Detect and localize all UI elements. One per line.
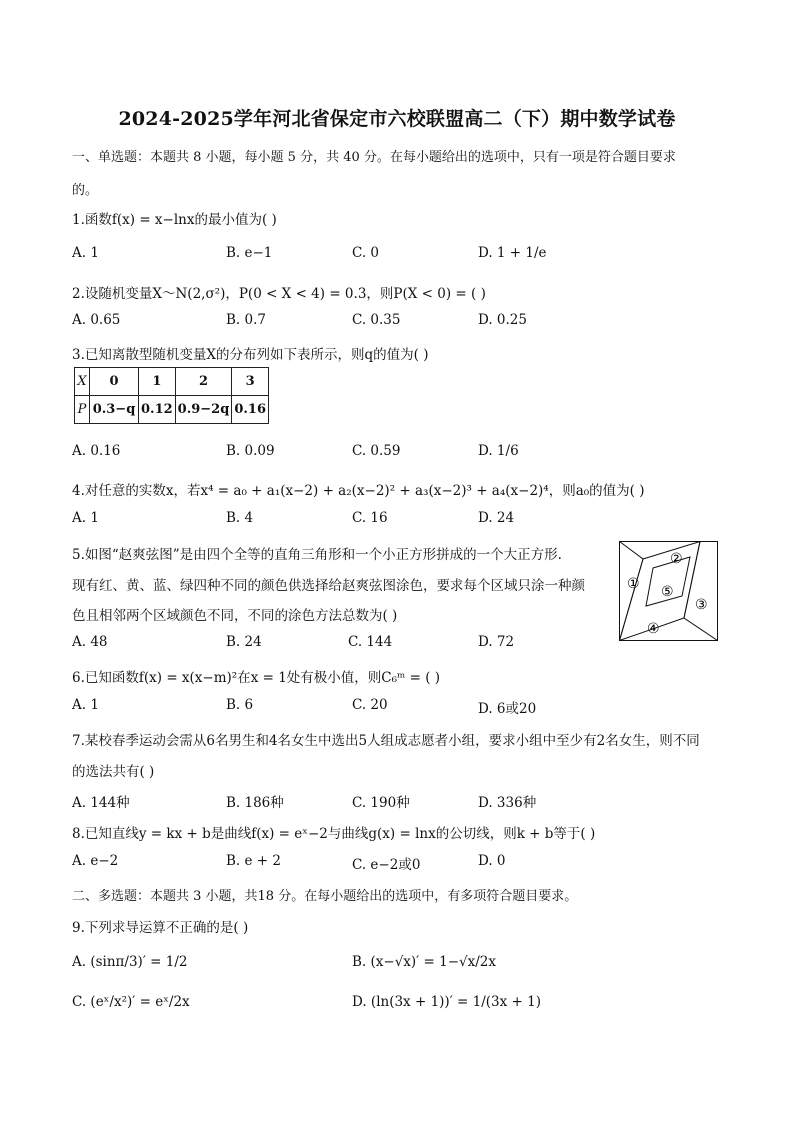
q3-option-c: C. 0.59	[352, 443, 401, 459]
q7-option-b: B. 186种	[226, 795, 284, 811]
table-cell: 0.16	[232, 396, 269, 424]
table-cell: 3	[232, 368, 269, 396]
q5-option-c: C. 144	[348, 634, 393, 650]
question-3-stem: 3.已知离散型随机变量X的分布列如下表所示，则q的值为( )	[72, 347, 429, 363]
table-row	[75, 368, 269, 396]
region-label-3: ③	[695, 597, 708, 613]
question-5-stem-line2: 现有红、黄、蓝、绿四种不同的颜色供选择给赵爽弦图涂色，要求每个区域只涂一种颜	[72, 578, 585, 594]
q1-option-d: D. 1 + 1/e	[478, 245, 547, 261]
q3-option-d: D. 1/6	[478, 443, 519, 459]
q6-option-b: B. 6	[226, 697, 254, 713]
question-7-stem-line2: 的选法共有( )	[72, 764, 155, 780]
table-cell: P	[75, 396, 90, 424]
q7-option-d: D. 336种	[478, 795, 537, 811]
q2-option-d: D. 0.25	[478, 312, 527, 328]
section-header-single-choice-cont: 的。	[72, 183, 99, 198]
q4-option-d: D. 24	[478, 510, 515, 526]
zhao-shuang-diagram	[619, 541, 718, 641]
q8-option-b: B. e + 2	[226, 853, 281, 869]
question-1-stem: 1.函数f(x) = x−lnx的最小值为( )	[72, 212, 277, 228]
region-label-1: ①	[627, 576, 640, 592]
table-cell: 0.12	[139, 396, 176, 424]
question-2-stem: 2.设随机变量X～N(2,σ²)，P(0 < X < 4) = 0.3，则P(X < 0) = ( )	[72, 286, 486, 302]
table-row	[75, 396, 269, 424]
question-5-stem-line1: 5.如图“赵爽弦图”是由四个全等的直角三角形和一个小正方形拼成的一个大正方形.	[72, 547, 562, 563]
q8-option-a: A. e−2	[72, 853, 119, 869]
q2-option-a: A. 0.65	[72, 312, 121, 328]
question-9-stem: 9.下列求导运算不正确的是( )	[72, 920, 249, 936]
table-cell: 0	[90, 368, 139, 396]
q7-option-c: C. 190种	[352, 795, 410, 811]
region-label-2: ②	[670, 551, 683, 567]
q2-option-b: B. 0.7	[226, 312, 266, 328]
q8-option-d: D. 0	[478, 853, 506, 869]
question-5-stem-line3: 色且相邻两个区域颜色不同，不同的涂色方法总数为( )	[72, 608, 398, 624]
question-8-stem: 8.已知直线y = kx + b是曲线f(x) = eˣ−2与曲线g(x) = lnx的公切线，则k + b等于( )	[72, 826, 596, 842]
q9-option-a: A. (sinπ/3)′ = 1/2	[72, 954, 188, 970]
q5-option-d: D. 72	[478, 634, 515, 650]
page-title: 2024-2025学年河北省保定市六校联盟高二（下）期中数学试卷	[118, 108, 676, 130]
table-cell: X	[75, 368, 90, 396]
question-6-stem: 6.已知函数f(x) = x(x−m)²在x = 1处有极小值，则C₆ᵐ = ( )	[72, 670, 441, 686]
q3-option-b: B. 0.09	[226, 443, 275, 459]
table-cell: 2	[175, 368, 232, 396]
q6-option-c: C. 20	[352, 697, 388, 713]
q9-option-b: B. (x−√x)′ = 1−√x/2x	[352, 954, 497, 970]
table-cell: 0.9−2q	[175, 396, 232, 424]
q8-option-c: C. e−2或0	[352, 857, 421, 873]
section-header-multiple-choice: 二、多选题：本题共 3 小题，共18 分。在每小题给出的选项中，有多项符合题目要求。	[72, 889, 578, 904]
q4-option-c: C. 16	[352, 510, 388, 526]
q3-option-a: A. 0.16	[72, 443, 121, 459]
q1-option-c: C. 0	[352, 245, 380, 261]
q9-option-d: D. (ln(3x + 1))′ = 1/(3x + 1)	[352, 994, 542, 1010]
q5-option-b: B. 24	[226, 634, 262, 650]
q6-option-d: D. 6或20	[478, 701, 537, 717]
q1-option-a: A. 1	[72, 245, 99, 261]
q4-option-a: A. 1	[72, 510, 99, 526]
table-cell: 0.3−q	[90, 396, 139, 424]
q6-option-a: A. 1	[72, 697, 99, 713]
q9-option-c: C. (eˣ/x²)′ = eˣ/2x	[72, 994, 190, 1010]
q7-option-a: A. 144种	[72, 795, 130, 811]
question-4-stem: 4.对任意的实数x，若x⁴ = a₀ + a₁(x−2) + a₂(x−2)² + a₃(x−2)³ + a₄(x−2)⁴，则a₀的值为( )	[72, 483, 645, 499]
q4-option-b: B. 4	[226, 510, 254, 526]
q2-option-c: C. 0.35	[352, 312, 401, 328]
q1-option-b: B. e−1	[226, 245, 273, 261]
region-label-4: ④	[647, 621, 660, 637]
distribution-table	[74, 367, 269, 424]
region-label-5: ⑤	[661, 584, 674, 600]
question-7-stem-line1: 7.某校春季运动会需从6名男生和4名女生中选出5人组成志愿者小组，要求小组中至少有2名女生，则不同	[72, 733, 700, 749]
q5-option-a: A. 48	[72, 634, 108, 650]
section-header-single-choice: 一、单选题：本题共 8 小题，每小题 5 分，共 40 分。在每小题给出的选项中，只有一项是符合题目要求	[72, 150, 676, 165]
table-cell: 1	[139, 368, 176, 396]
